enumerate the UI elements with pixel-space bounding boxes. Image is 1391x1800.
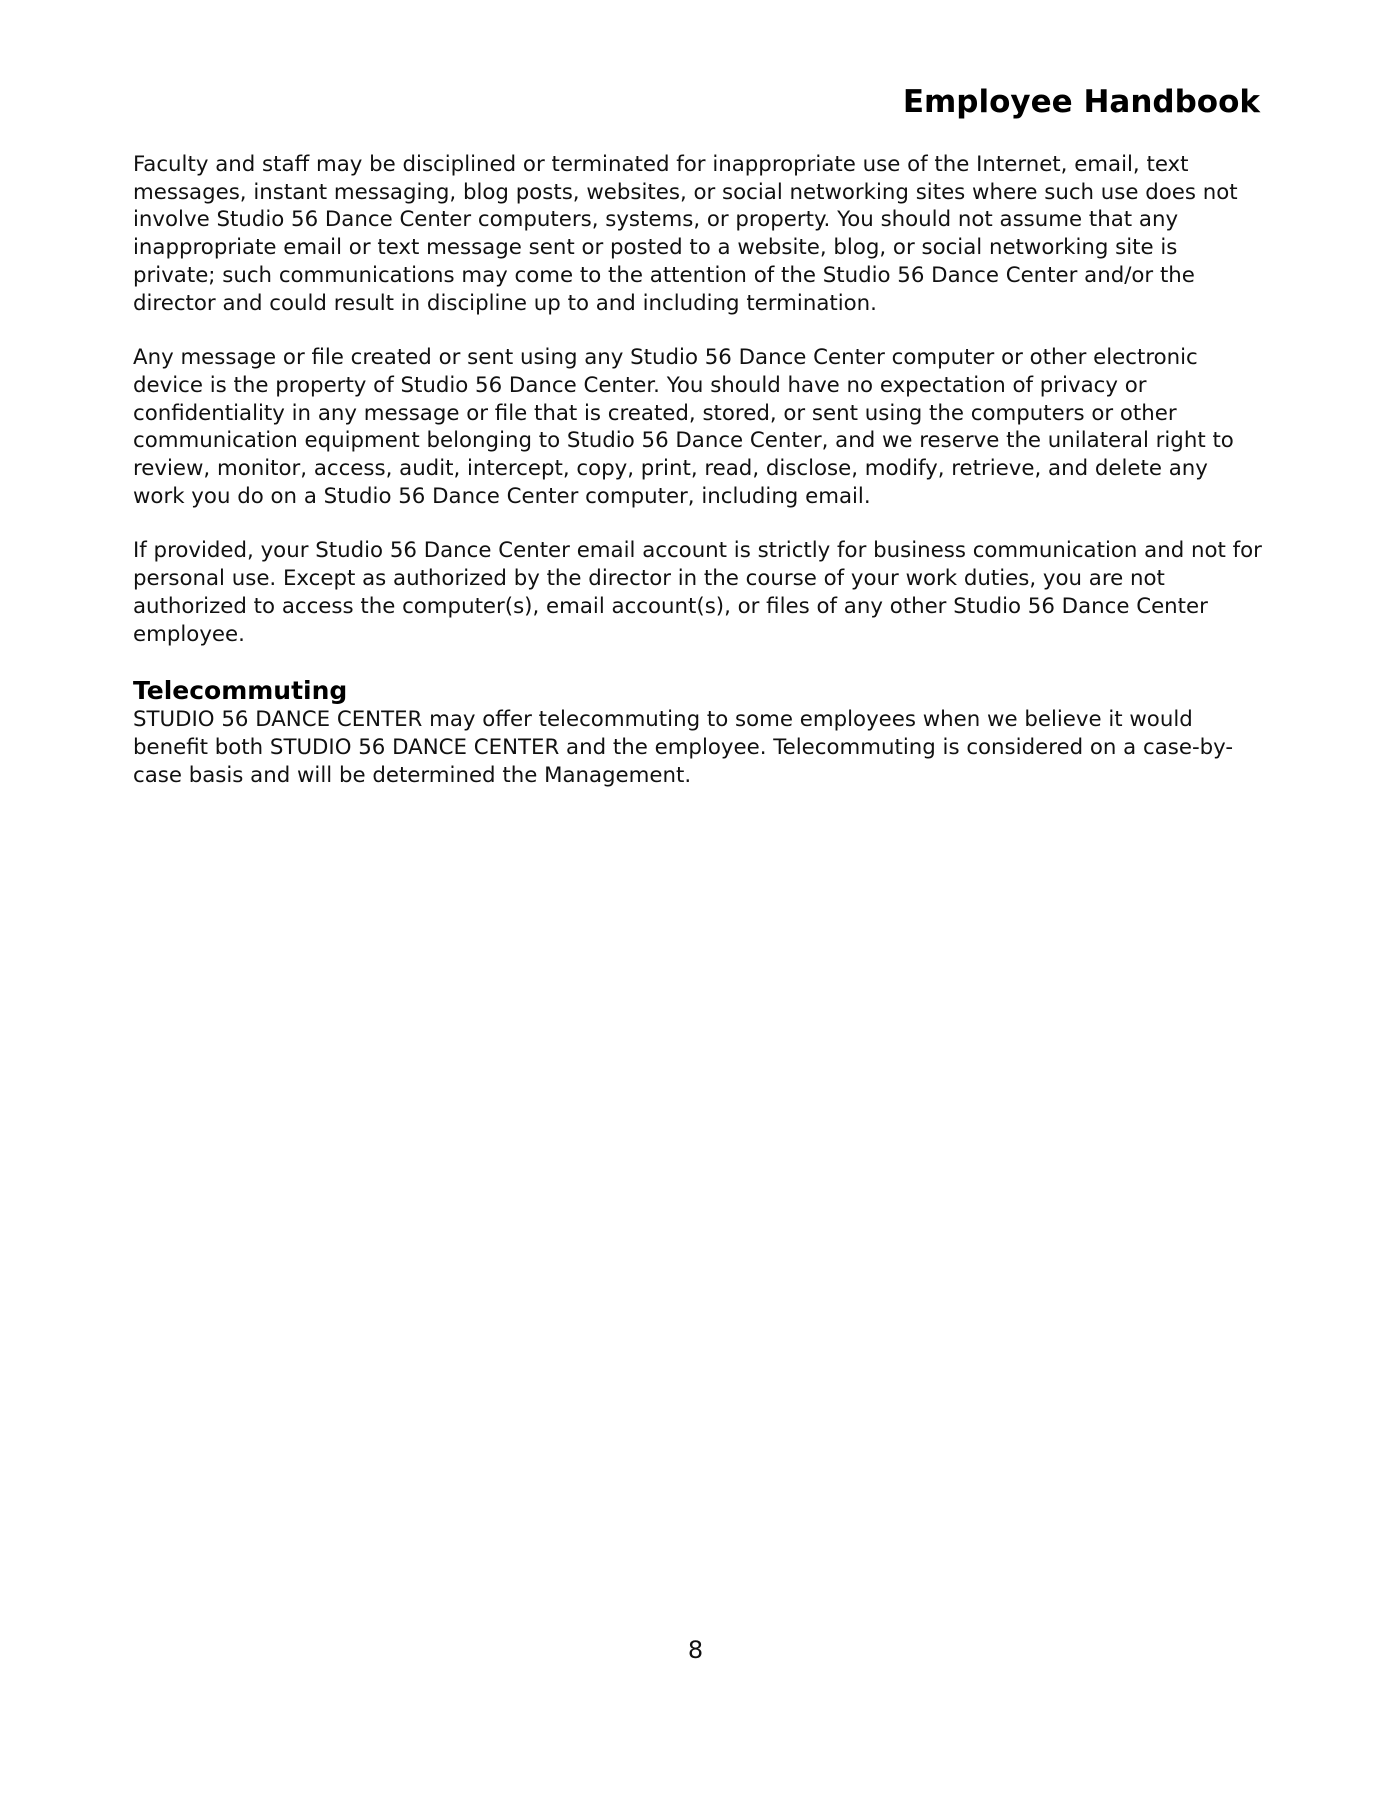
page-number: 8 [687,1636,704,1664]
section-heading-telecommuting: Telecommuting [133,676,348,706]
page-content [133,151,1263,789]
paragraph-property-privacy: Any message or file created or sent using any Studio 56 Dance Center computer or other electronic device is the property of Studio 56 Dance Center. You should have no expectation of privacy or confidentiality in any message or file that is created, stored, or sent using the computers or other communication equipment belonging to Studio 56 Dance Center, and we reserve the unilateral right to review, monitor, access, audit, intercept, copy, print, read, disclose, modify, retrieve, and delete any work you do on a Studio 56 Dance Center computer, including email. [133,345,1234,509]
paragraph-telecommuting: STUDIO 56 DANCE CENTER may offer telecommuting to some employees when we believe it would benefit both STUDIO 56 DANCE CENTER and the employee. Telecommuting is considered on a case-by-case basis and will be determined the Management. [133,707,1234,788]
paragraph-email-account: If provided, your Studio 56 Dance Center email account is strictly for business communication and not for personal use. Except as authorized by the director in the course of your work duties, you are not authorized to access the computer(s), email account(s), or files of any other Studio 56 Dance Center employee. [133,538,1262,647]
document-header-title: Employee Handbook [902,84,1260,120]
paragraph-internet-use: Faculty and staff may be disciplined or terminated for inappropriate use of the Internet, email, text messages, instant messaging, blog posts, websites, or social networking sites where such use does not involve Studio 56 Dance Center computers, systems, or property. You should not assume that any inappropriate email or text message sent or posted to a website, blog, or social networking site is private; such communications may come to the attention of the Studio 56 Dance Center and/or the director and could result in discipline up to and including termination. [133,152,1238,316]
section-telecommuting [133,676,1263,789]
